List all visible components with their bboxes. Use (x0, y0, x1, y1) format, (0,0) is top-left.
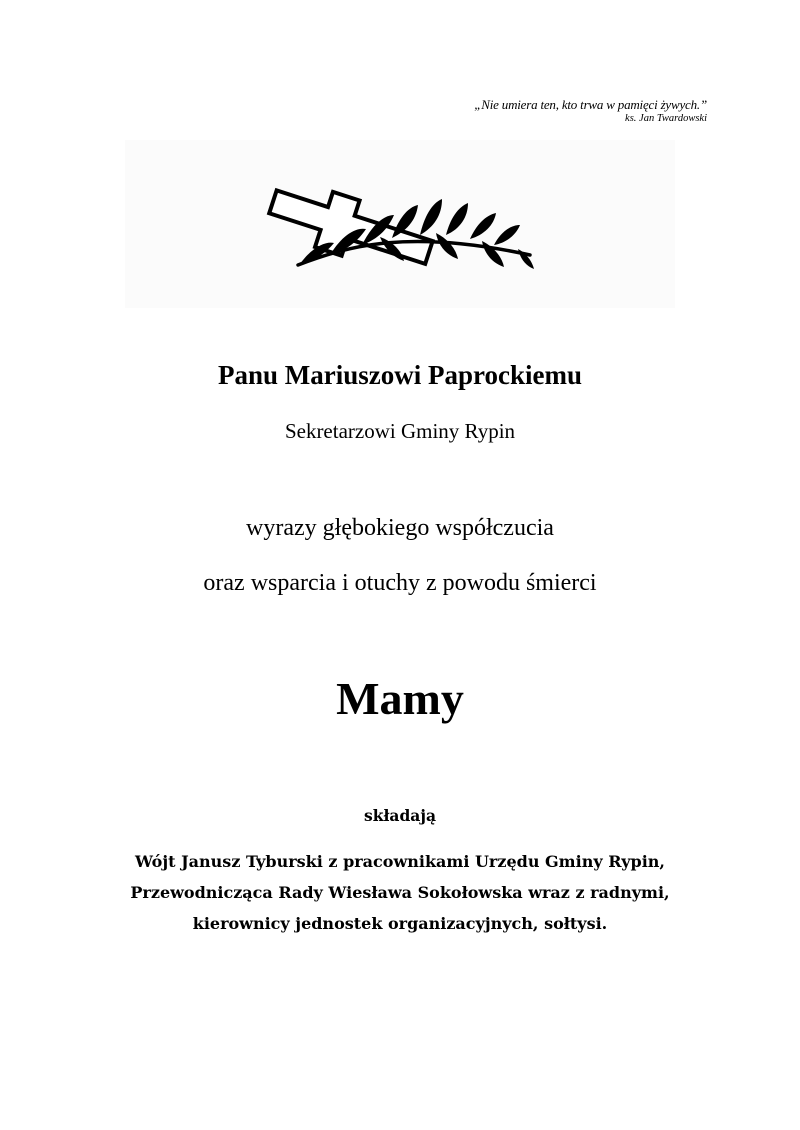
cross-with-palm-branch-icon (260, 185, 540, 275)
emblem-frame (125, 140, 675, 308)
signatory-line: Wójt Janusz Tyburski z pracownikami Urzędu Gminy Rypin, (135, 852, 665, 871)
condolence-line-1: wyrazy głębokiego współczucia (246, 515, 554, 541)
signatory-line: kierownicy jednostek organizacyjnych, sołtysi. (192, 914, 608, 933)
deceased-name: Mamy (336, 673, 464, 724)
offered-by-label: składają (363, 806, 436, 825)
epigraph-quote: „Nie umiera ten, kto trwa w pamięci żywych.” (474, 97, 707, 112)
signatory-line: Przewodnicząca Rady Wiesława Sokołowska wraz z radnymi, (130, 883, 670, 902)
recipient-name: Panu Mariuszowi Paprockiemu (218, 360, 582, 390)
epigraph (474, 97, 707, 125)
signatories (0, 846, 800, 939)
epigraph-author: ks. Jan Twardowski (625, 112, 707, 124)
condolence-line-2: oraz wsparcia i otuchy z powodu śmierci (203, 570, 597, 596)
recipient-title: Sekretarzowi Gminy Rypin (284, 419, 516, 443)
